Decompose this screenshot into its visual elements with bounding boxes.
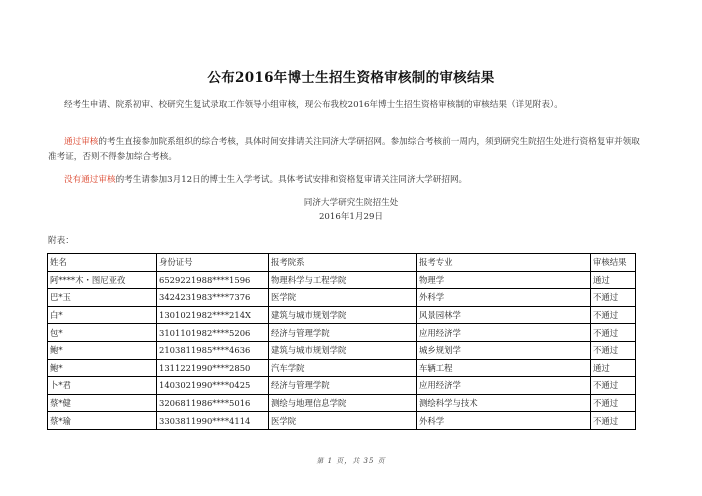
table-row [48,341,636,359]
failed-text: 的考生请参加3月12日的博士生入学考试。具体考试安排和资格复审请关注同济大学研招网。 [115,175,468,185]
cell-name: 卜*君 [48,377,157,395]
cell-dept: 物理科学与工程学院 [269,271,417,289]
cell-name: 蔡*健 [48,394,157,412]
cell-major: 应用经济学 [417,377,591,395]
attachment-label: 附表： [48,236,74,246]
cell-result: 通过 [591,359,636,377]
cell-result: 不通过 [591,394,636,412]
cell-result: 通过 [591,271,636,289]
cell-major: 物理学 [417,271,591,289]
cell-result: 不通过 [591,412,636,430]
cell-major: 测绘科学与技术 [417,394,591,412]
cell-name: 蔡*瑜 [48,412,157,430]
cell-result: 不通过 [591,377,636,395]
page-footer: 第 1 页，共 35 页 [316,457,386,465]
header-id: 身份证号 [157,254,269,272]
table-row [48,394,636,412]
cell-id: 2103811985****4636 [157,341,269,359]
cell-id: 1403021990****0425 [157,377,269,395]
cell-result: 不通过 [591,341,636,359]
cell-major: 应用经济学 [417,324,591,342]
table-row [48,271,636,289]
cell-result: 不通过 [591,324,636,342]
signature-date: 2016年1月29日 [318,212,384,222]
header-major: 报考专业 [417,254,591,272]
cell-name: 鲍* [48,359,157,377]
cell-id: 3303811990****4114 [157,412,269,430]
cell-major: 外科学 [417,412,591,430]
header-result: 审核结果 [591,254,636,272]
table-row [48,324,636,342]
failed-paragraph [48,173,640,188]
passed-paragraph [48,135,640,165]
cell-name: 阿****木・图尼亚孜 [48,271,157,289]
header-name: 姓名 [48,254,157,272]
cell-dept: 建筑与城市规划学院 [269,341,417,359]
cell-id: 3101101982****5206 [157,324,269,342]
table-row [48,412,636,430]
cell-name: 巴*玉 [48,289,157,307]
cell-dept: 经济与管理学院 [269,324,417,342]
table-row [48,377,636,395]
cell-major: 风景园林学 [417,306,591,324]
cell-name: 白* [48,306,157,324]
cell-id: 1301021982****214X [157,306,269,324]
cell-major: 城乡规划学 [417,341,591,359]
cell-id: 3424231983****7376 [157,289,269,307]
header-dept: 报考院系 [269,254,417,272]
cell-dept: 医学院 [269,289,417,307]
cell-name: 鲍* [48,341,157,359]
cell-result: 不通过 [591,306,636,324]
table-header-row [48,254,636,272]
page-title: 公布2016年博士生招生资格审核制的审核结果 [207,70,495,86]
cell-dept: 汽车学院 [269,359,417,377]
cell-id: 3206811986****5016 [157,394,269,412]
cell-major: 车辆工程 [417,359,591,377]
cell-id: 6529221988****1596 [157,271,269,289]
cell-name: 包* [48,324,157,342]
intro-paragraph: 经考生申请、院系初审、校研究生复试录取工作领导小组审核，现公布我校2016年博士生招生资格审核制的审核结果（详见附表）。 [64,100,563,110]
signature-org: 同济大学研究生院招生处 [303,198,399,208]
cell-dept: 经济与管理学院 [269,377,417,395]
cell-result: 不通过 [591,289,636,307]
cell-major: 外科学 [417,289,591,307]
cell-dept: 建筑与城市规划学院 [269,306,417,324]
passed-text: 的考生直接参加院系组织的综合考核，具体时间安排请关注同济大学研招网。参加综合考核前一周内，须到研究生院招生处进行资格复审并领取准考证，否则不得参加综合考核。 [48,137,640,162]
failed-highlight: 没有通过审核 [64,175,116,185]
cell-id: 1311221990****2850 [157,359,269,377]
table-row [48,359,636,377]
table-row [48,289,636,307]
cell-dept: 医学院 [269,412,417,430]
table-row [48,306,636,324]
passed-highlight: 通过审核 [64,137,99,147]
results-table [47,253,636,430]
cell-dept: 测绘与地理信息学院 [269,394,417,412]
